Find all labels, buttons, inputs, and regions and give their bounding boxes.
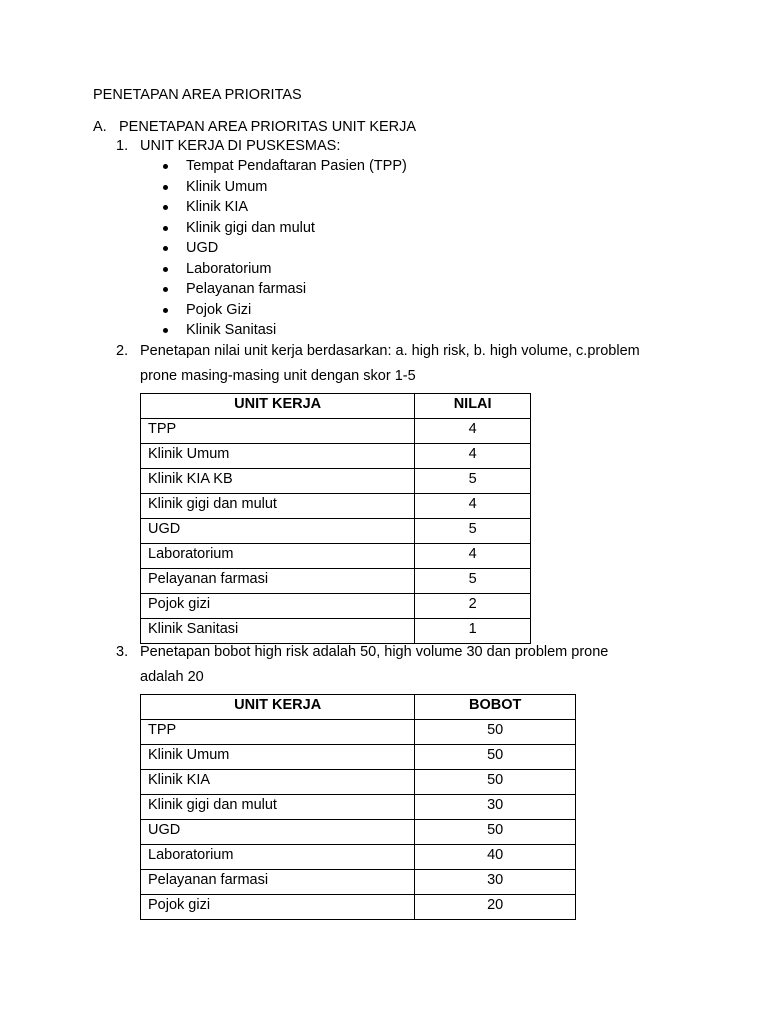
unit-cell: Pelayanan farmasi (141, 569, 415, 594)
table-row (141, 444, 531, 469)
bullet-item: Klinik KIA (163, 197, 407, 218)
nilai-cell: 1 (415, 619, 531, 644)
bobot-cell: 40 (415, 845, 576, 870)
bullet-icon (163, 308, 168, 313)
bullet-item: Pelayanan farmasi (163, 279, 407, 300)
document-title: PENETAPAN AREA PRIORITAS (93, 87, 302, 103)
bullet-icon (163, 226, 168, 231)
table-header-row (141, 394, 531, 419)
unit-cell: Laboratorium (141, 544, 415, 569)
unit-cell: UGD (141, 519, 415, 544)
section-a-heading: PENETAPAN AREA PRIORITAS UNIT KERJA (119, 119, 417, 135)
table-row (141, 845, 576, 870)
table-row (141, 544, 531, 569)
table-row (141, 820, 576, 845)
item-1-heading: UNIT KERJA DI PUSKESMAS: (140, 138, 341, 154)
bobot-cell: 30 (415, 870, 576, 895)
table-row (141, 519, 531, 544)
nilai-cell: 4 (415, 544, 531, 569)
bullet-icon (163, 164, 168, 169)
unit-cell: Pelayanan farmasi (141, 870, 415, 895)
bobot-table (140, 694, 576, 920)
nilai-cell: 4 (415, 494, 531, 519)
bullet-item: UGD (163, 238, 407, 259)
unit-cell: Klinik Umum (141, 444, 415, 469)
nilai-table (140, 393, 531, 644)
item-3-text-line1: Penetapan bobot high risk adalah 50, high volume 30 dan problem prone (140, 644, 609, 660)
table-row (141, 569, 531, 594)
bullet-item: Klinik Sanitasi (163, 320, 407, 341)
item-2-text-line1: Penetapan nilai unit kerja berdasarkan: a. high risk, b. high volume, c.problem (140, 343, 640, 359)
unit-cell: Klinik gigi dan mulut (141, 795, 415, 820)
column-header-unit-kerja: UNIT KERJA (141, 695, 415, 720)
unit-kerja-bullet-list (163, 156, 407, 341)
bobot-cell: 50 (415, 770, 576, 795)
table-header-row (141, 695, 576, 720)
item-2-text-line2: prone masing-masing unit dengan skor 1-5 (140, 368, 416, 384)
unit-cell: Pojok gizi (141, 594, 415, 619)
bullet-item: Laboratorium (163, 259, 407, 280)
unit-cell: Pojok gizi (141, 895, 415, 920)
bullet-icon (163, 205, 168, 210)
nilai-cell: 5 (415, 469, 531, 494)
table-row (141, 619, 531, 644)
column-header-unit-kerja: UNIT KERJA (141, 394, 415, 419)
table-row (141, 720, 576, 745)
table-row (141, 469, 531, 494)
unit-cell: TPP (141, 419, 415, 444)
table-row (141, 870, 576, 895)
bobot-cell: 50 (415, 745, 576, 770)
bullet-item: Klinik Umum (163, 177, 407, 198)
table-row (141, 770, 576, 795)
item-3-text-line2: adalah 20 (140, 669, 204, 685)
bullet-icon (163, 267, 168, 272)
bobot-cell: 50 (415, 820, 576, 845)
unit-cell: Klinik KIA (141, 770, 415, 795)
bullet-icon (163, 246, 168, 251)
unit-cell: UGD (141, 820, 415, 845)
bullet-item: Klinik gigi dan mulut (163, 218, 407, 239)
bullet-icon (163, 185, 168, 190)
unit-cell: Klinik Sanitasi (141, 619, 415, 644)
bobot-cell: 30 (415, 795, 576, 820)
bobot-cell: 20 (415, 895, 576, 920)
nilai-cell: 5 (415, 519, 531, 544)
column-header-nilai: NILAI (415, 394, 531, 419)
column-header-bobot: BOBOT (415, 695, 576, 720)
bullet-icon (163, 328, 168, 333)
item-1-number: 1. (116, 138, 129, 154)
nilai-cell: 4 (415, 444, 531, 469)
table-row (141, 594, 531, 619)
unit-cell: Klinik KIA KB (141, 469, 415, 494)
item-3-number: 3. (116, 644, 129, 660)
nilai-cell: 4 (415, 419, 531, 444)
nilai-cell: 2 (415, 594, 531, 619)
section-a-letter: A. (93, 119, 107, 135)
item-2-number: 2. (116, 343, 129, 359)
unit-cell: Laboratorium (141, 845, 415, 870)
nilai-cell: 5 (415, 569, 531, 594)
table-row (141, 895, 576, 920)
table-row (141, 745, 576, 770)
bullet-item: Tempat Pendaftaran Pasien (TPP) (163, 156, 407, 177)
table-row (141, 494, 531, 519)
bullet-icon (163, 287, 168, 292)
table-row (141, 419, 531, 444)
bullet-item: Pojok Gizi (163, 300, 407, 321)
bobot-cell: 50 (415, 720, 576, 745)
unit-cell: Klinik gigi dan mulut (141, 494, 415, 519)
unit-cell: TPP (141, 720, 415, 745)
unit-cell: Klinik Umum (141, 745, 415, 770)
table-row (141, 795, 576, 820)
